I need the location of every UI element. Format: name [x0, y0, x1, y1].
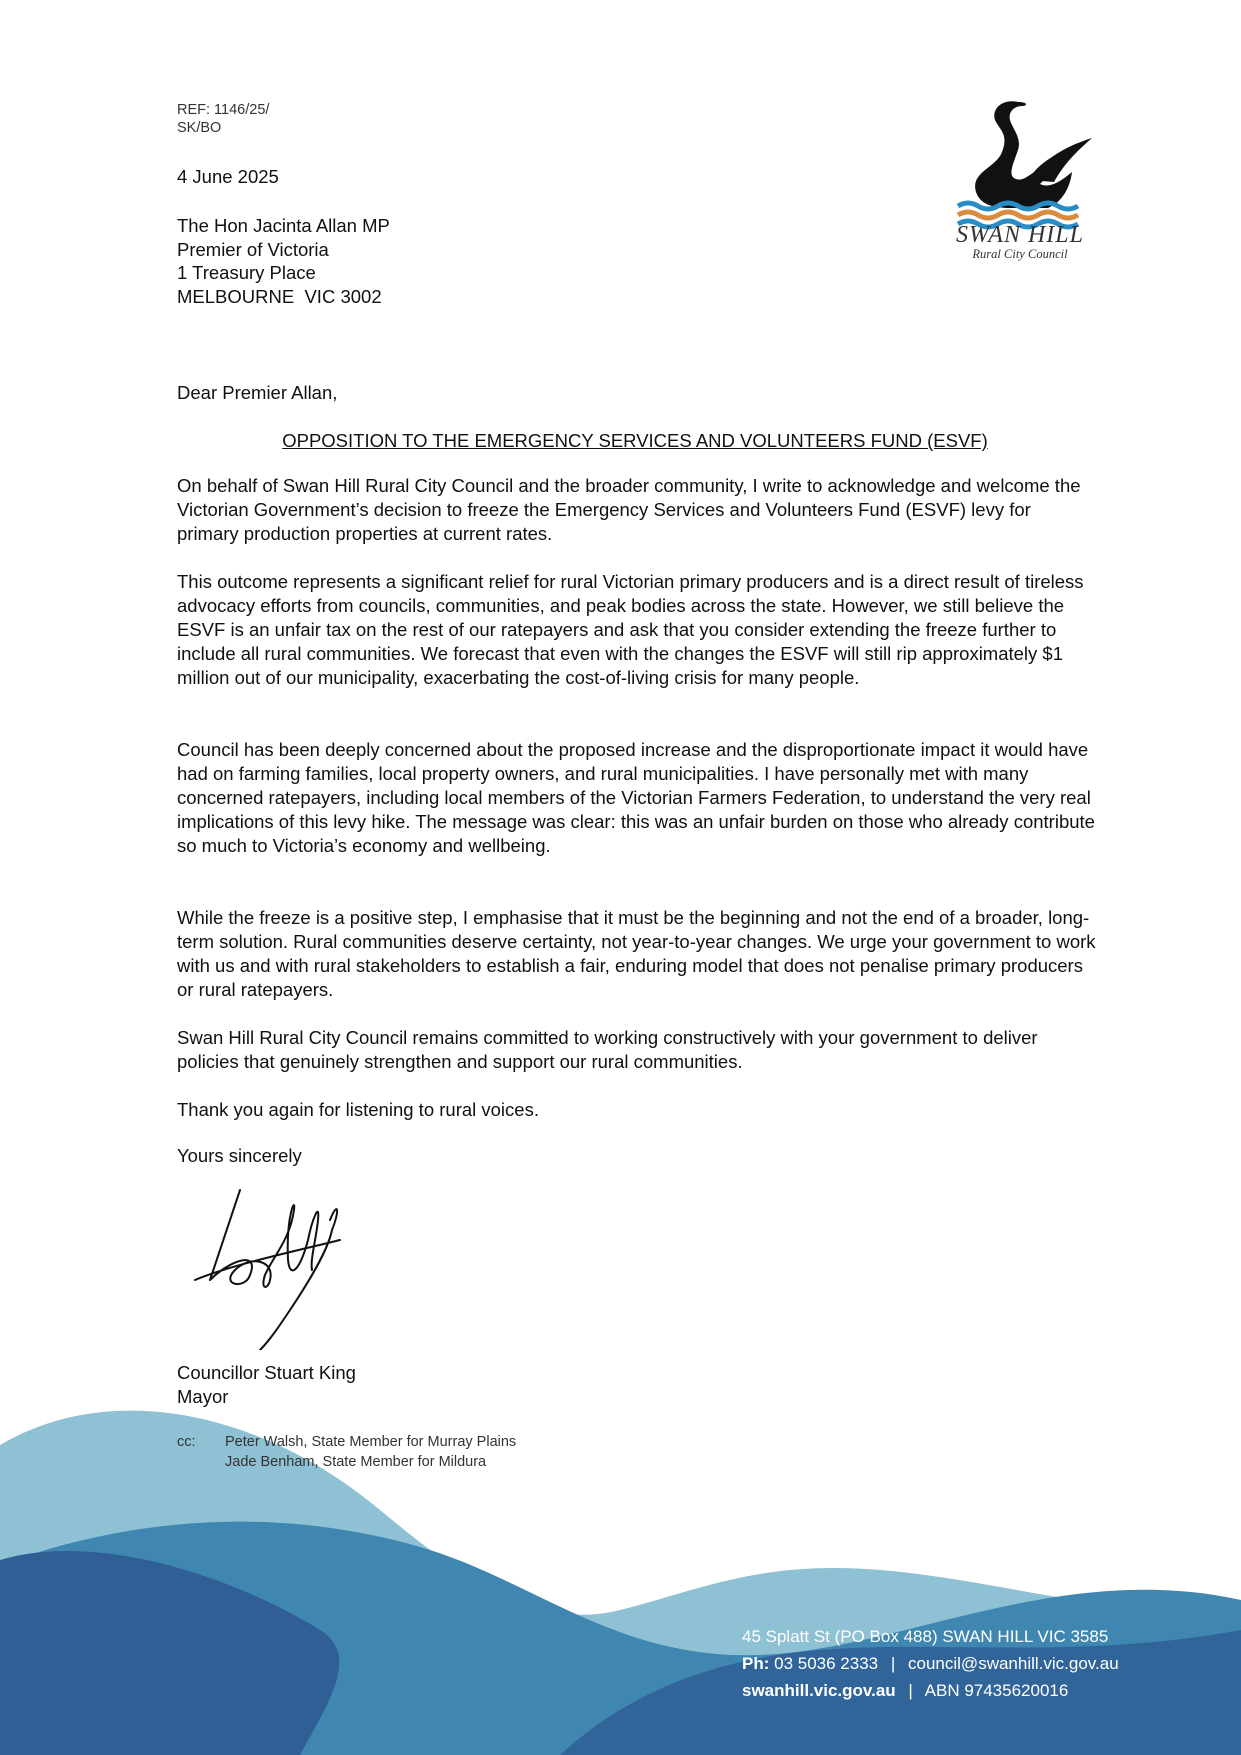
- footer-web-line: [742, 1677, 1119, 1704]
- signer-name: Councillor Stuart King: [177, 1362, 356, 1383]
- recipient-address: [177, 214, 390, 308]
- reference: [177, 101, 269, 137]
- subject-heading: OPPOSITION TO THE EMERGENCY SERVICES AND VOLUNTEERS FUND (ESVF): [282, 430, 988, 451]
- logo-name: SWAN HILL: [955, 222, 1084, 248]
- paragraph-4: While the freeze is a positive step, I emphasise that it must be the beginning and not the end of a broader, long-term solution. Rural communities deserve certainty, not year-to-year changes. We urge your government to work with us and with rural stakeholders to establish a fair, enduring model that does not penalise primary producers or rural ratepayers.: [177, 907, 1096, 1000]
- cc-list: [225, 1432, 516, 1472]
- paragraph-6: Thank you again for listening to rural voices.: [177, 1099, 539, 1120]
- body-paragraph: [177, 906, 1097, 1002]
- separator: |: [908, 1681, 913, 1700]
- email-link[interactable]: council@swanhill.vic.gov.au: [908, 1654, 1119, 1673]
- paragraph-5: Swan Hill Rural City Council remains committed to working constructively with your government to deliver policies that genuinely strengthen and support our rural communities.: [177, 1027, 1038, 1072]
- body-paragraph: [177, 1026, 1097, 1074]
- letter-date: 4 June 2025: [177, 166, 279, 187]
- paragraph-3: Council has been deeply concerned about the proposed increase and the disproportionate impact it would have had on farming families, local property owners, and rural municipalities. I have personally met with many concerned ratepayers, including local members of the Victorian Farmers Federation, to understand the very real implications of this levy hike. The message was clear: this was an unfair burden on those who already contribute so much to Victoria’s economy and wellbeing.: [177, 739, 1095, 856]
- recipient-street: 1 Treasury Place: [177, 262, 316, 283]
- paragraph-1: On behalf of Swan Hill Rural City Council and the broader community, I write to acknowledge and welcome the Victorian Government’s decision to freeze the Emergency Services and Volunteers Fund (ESVF) levy for primary production properties at current rates.: [177, 475, 1081, 544]
- website-link[interactable]: swanhill.vic.gov.au: [742, 1681, 896, 1700]
- reference-line-2: SK/BO: [177, 120, 222, 136]
- signature-icon: [190, 1180, 380, 1350]
- logo-text: [930, 222, 1110, 262]
- cc-recipient-1: Peter Walsh, State Member for Murray Plains: [225, 1434, 517, 1450]
- separator: |: [890, 1654, 896, 1673]
- cc-recipient-2: Jade Benham, State Member for Mildura: [225, 1454, 487, 1470]
- footer-address: 45 Splatt St (PO Box 488) SWAN HILL VIC 3585: [742, 1627, 1109, 1646]
- footer-phone-line: [742, 1650, 1119, 1677]
- recipient-name: The Hon Jacinta Allan MP: [177, 215, 390, 236]
- logo-subtitle: Rural City Council: [972, 247, 1068, 261]
- body-paragraph: [177, 570, 1097, 690]
- reference-line-1: REF: 1146/25/: [177, 102, 270, 118]
- body-paragraph: [177, 474, 1097, 546]
- footer-contact: [742, 1623, 1119, 1704]
- body-paragraph: [177, 738, 1097, 858]
- phone-number[interactable]: 03 5036 2333: [774, 1654, 879, 1673]
- signer-role: Mayor: [177, 1386, 229, 1407]
- abn: ABN 97435620016: [924, 1681, 1069, 1700]
- closing: Yours sincerely: [177, 1145, 302, 1166]
- phone-label: Ph:: [742, 1654, 770, 1673]
- salutation: Dear Premier Allan,: [177, 382, 338, 403]
- body-paragraph: [177, 1098, 1097, 1122]
- cc-label: cc:: [177, 1434, 196, 1450]
- recipient-city: MELBOURNE VIC 3002: [177, 285, 382, 307]
- recipient-title: Premier of Victoria: [177, 238, 329, 260]
- paragraph-2: This outcome represents a significant relief for rural Victorian primary producers and is a direct result of tireless advocacy efforts from councils, communities, and peak bodies across the state. However, we still believe the ESVF is an unfair tax on the rest of our ratepayers and ask that you consider extending the freeze further to include all rural communities. We forecast that even with the changes the ESVF will still rip approximately $1 million out of our municipality, exacerbating the cost-of-living crisis for many people.: [177, 571, 1084, 688]
